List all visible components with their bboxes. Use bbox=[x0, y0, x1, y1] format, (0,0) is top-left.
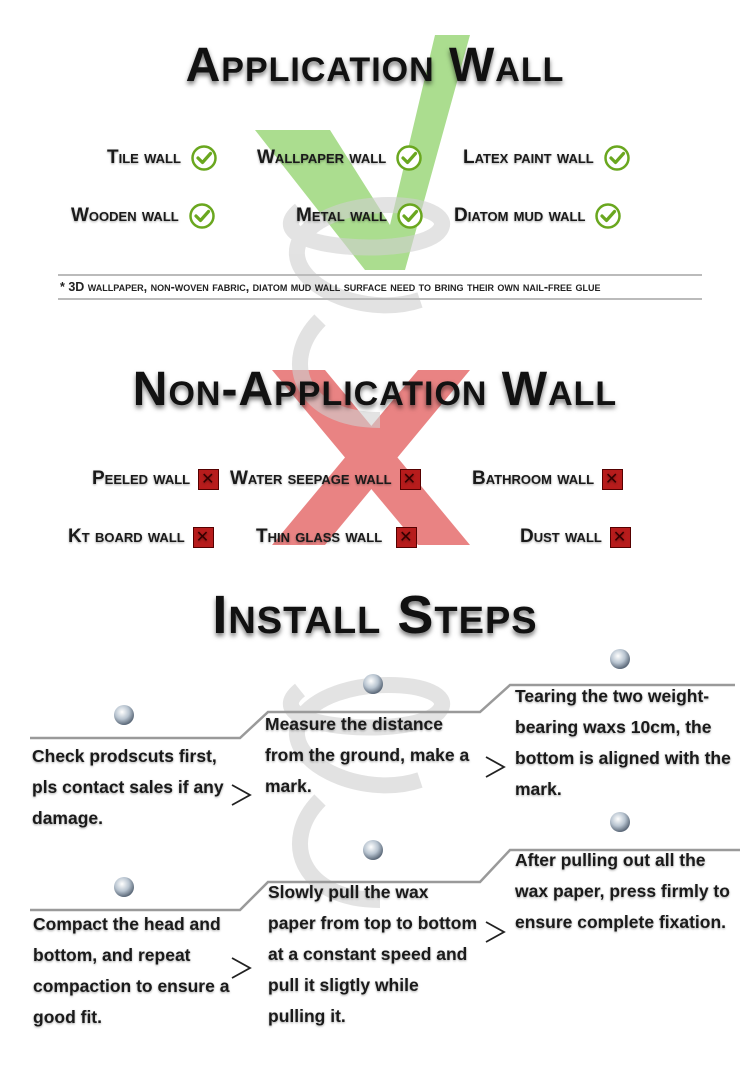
non-application-item: Kt board wall✕ bbox=[68, 526, 214, 548]
chevron-right-icon bbox=[486, 922, 504, 942]
check-circle-icon bbox=[396, 145, 422, 171]
application-item: Wooden wall bbox=[71, 203, 215, 229]
pearl-dot-icon bbox=[363, 674, 383, 694]
application-item: Diatom mud wall bbox=[454, 203, 621, 229]
pearl-dot-icon bbox=[363, 840, 383, 860]
red-x-box-icon bbox=[400, 469, 421, 490]
check-circle-icon bbox=[189, 203, 215, 229]
application-item: Latex paint wall bbox=[463, 145, 630, 171]
non-application-item: Peeled wall✕ bbox=[92, 468, 219, 490]
application-item: Tile wall bbox=[107, 145, 217, 171]
application-item: Metal wall bbox=[296, 203, 423, 229]
red-x-box-icon bbox=[610, 527, 631, 548]
install-step-2: Measure the distance from the ground, make a mark. bbox=[265, 714, 470, 796]
red-x-box-icon bbox=[198, 469, 219, 490]
install-step-3: Tearing the two weight-bearing waxs 10cm, the bottom is aligned with the mark. bbox=[515, 686, 731, 799]
red-x-box-icon bbox=[602, 469, 623, 490]
chevron-right-icon bbox=[486, 757, 504, 777]
install-step-4: Compact the head and bottom, and repeat compaction to ensure a good fit. bbox=[33, 914, 230, 1027]
install-step-1: Check prodscuts first, pls contact sales if any damage. bbox=[32, 746, 224, 828]
chevron-right-icon bbox=[232, 785, 250, 805]
pearl-dot-icon bbox=[610, 812, 630, 832]
pearl-dot-icon bbox=[610, 649, 630, 669]
non-application-item: Bathroom wall✕ bbox=[472, 468, 623, 490]
red-x-box-icon bbox=[193, 527, 214, 548]
glue-note: * 3D wallpaper, non-woven fabric, diatom mud wall surface need to bring their own nail-free glue bbox=[58, 274, 702, 300]
non-application-wall-title: Non-Application Wall bbox=[132, 363, 618, 416]
application-item: Wallpaper wall bbox=[257, 145, 422, 171]
check-circle-icon bbox=[604, 145, 630, 171]
non-application-item: Dust wall✕ bbox=[520, 526, 631, 548]
non-application-item: Water seepage wall✕ bbox=[230, 468, 421, 490]
install-step-6: After pulling out all the wax paper, press firmly to ensure complete fixation. bbox=[515, 850, 730, 932]
check-circle-icon bbox=[595, 203, 621, 229]
pearl-dot-icon bbox=[114, 705, 134, 725]
install-steps-title: Install Steps bbox=[212, 585, 538, 645]
check-circle-icon bbox=[191, 145, 217, 171]
pearl-dot-icon bbox=[114, 877, 134, 897]
install-step-5: Slowly pull the wax paper from top to bottom at a constant speed and pull it sligtly while pulling it. bbox=[268, 882, 478, 1026]
non-application-item: Thin glass wall✕ bbox=[256, 526, 417, 548]
application-wall-title: Application Wall bbox=[185, 39, 565, 92]
red-x-box-icon bbox=[396, 527, 417, 548]
check-circle-icon bbox=[397, 203, 423, 229]
